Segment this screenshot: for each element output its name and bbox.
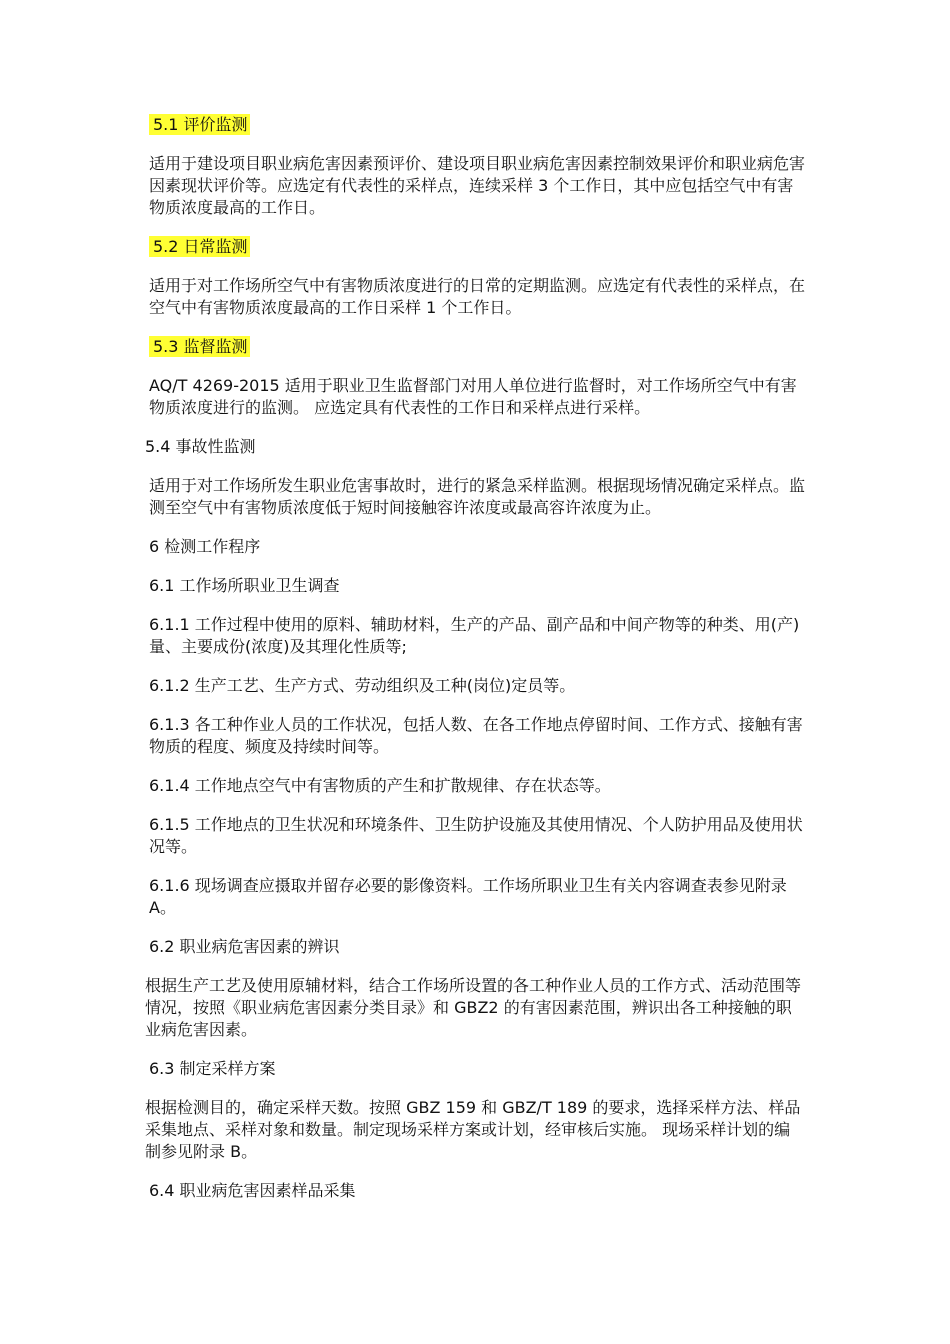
heading-5-4: 5.4 事故性监测 xyxy=(145,437,256,456)
item-6-1-5: 6.1.5 工作地点的卫生状况和环境条件、卫生防护设施及其使用情况、个人防护用品及使用状况等。 xyxy=(149,815,803,856)
item-6-1-1: 6.1.1 工作过程中使用的原料、辅助材料，生产的产品、副产品和中间产物等的种类、用(产)量、主要成份(浓度)及其理化性质等; xyxy=(149,615,800,656)
heading-6-1: 6.1 工作场所职业卫生调查 xyxy=(149,576,340,595)
paragraph-5-2-body: 适用于对工作场所空气中有害物质浓度进行的日常的定期监测。应选定有代表性的采样点，在空气中有害物质浓度最高的工作日采样 1 个工作日。 xyxy=(149,276,806,317)
item-6-1-4: 6.1.4 工作地点空气中有害物质的产生和扩散规律、存在状态等。 xyxy=(149,776,611,795)
paragraph-5-1-body: 适用于建设项目职业病危害因素预评价、建设项目职业病危害因素控制效果评价和职业病危害因素现状评价等。应选定有代表性的采样点，连续采样 3 个工作日，其中应包括空气中有害物质浓度最高的工作日。 xyxy=(149,154,806,217)
heading-6: 6 检测工作程序 xyxy=(149,537,261,556)
item-6-1-6: 6.1.6 现场调查应摄取并留存必要的影像资料。工作场所职业卫生有关内容调查表参见附录 A。 xyxy=(149,876,787,917)
heading-6-2: 6.2 职业病危害因素的辨识 xyxy=(149,937,340,956)
highlighted-heading: 5.2 日常监测 xyxy=(149,236,250,257)
item-6-1-2: 6.1.2 生产工艺、生产方式、劳动组织及工种(岗位)定员等。 xyxy=(149,676,576,695)
document-page xyxy=(145,114,805,1219)
heading-5-3 xyxy=(145,336,805,358)
paragraph-6-3-body: 根据检测目的，确定采样天数。按照 GBZ 159 和 GBZ/T 189 的要求，选择采样方法、样品采集地点、采样对象和数量。制定现场采样方案或计划，经审核后实施。 现场采样计划的编制参见附录 B。 xyxy=(145,1098,801,1161)
heading-6-4: 6.4 职业病危害因素样品采集 xyxy=(149,1181,356,1200)
highlighted-heading: 5.1 评价监测 xyxy=(149,114,250,135)
heading-5-2 xyxy=(145,236,805,258)
highlighted-heading: 5.3 监督监测 xyxy=(149,336,250,357)
heading-6-3: 6.3 制定采样方案 xyxy=(149,1059,276,1078)
heading-5-1 xyxy=(145,114,805,136)
paragraph-5-4-body: 适用于对工作场所发生职业危害事故时，进行的紧急采样监测。根据现场情况确定采样点。监测至空气中有害物质浓度低于短时间接触容许浓度或最高容许浓度为止。 xyxy=(149,476,806,517)
paragraph-5-3-body: AQ/T 4269-2015 适用于职业卫生监督部门对用人单位进行监督时，对工作场所空气中有害物质浓度进行的监测。 应选定具有代表性的工作日和采样点进行采样。 xyxy=(149,376,797,417)
paragraph-6-2-body: 根据生产工艺及使用原辅材料，结合工作场所设置的各工种作业人员的工作方式、活动范围等情况，按照《职业病危害因素分类目录》和 GBZ2 的有害因素范围，辨识出各工种接触的职业病危害因素。 xyxy=(145,976,802,1039)
item-6-1-3: 6.1.3 各工种作业人员的工作状况，包括人数、在各工作地点停留时间、工作方式、接触有害物质的程度、频度及持续时间等。 xyxy=(149,715,803,756)
